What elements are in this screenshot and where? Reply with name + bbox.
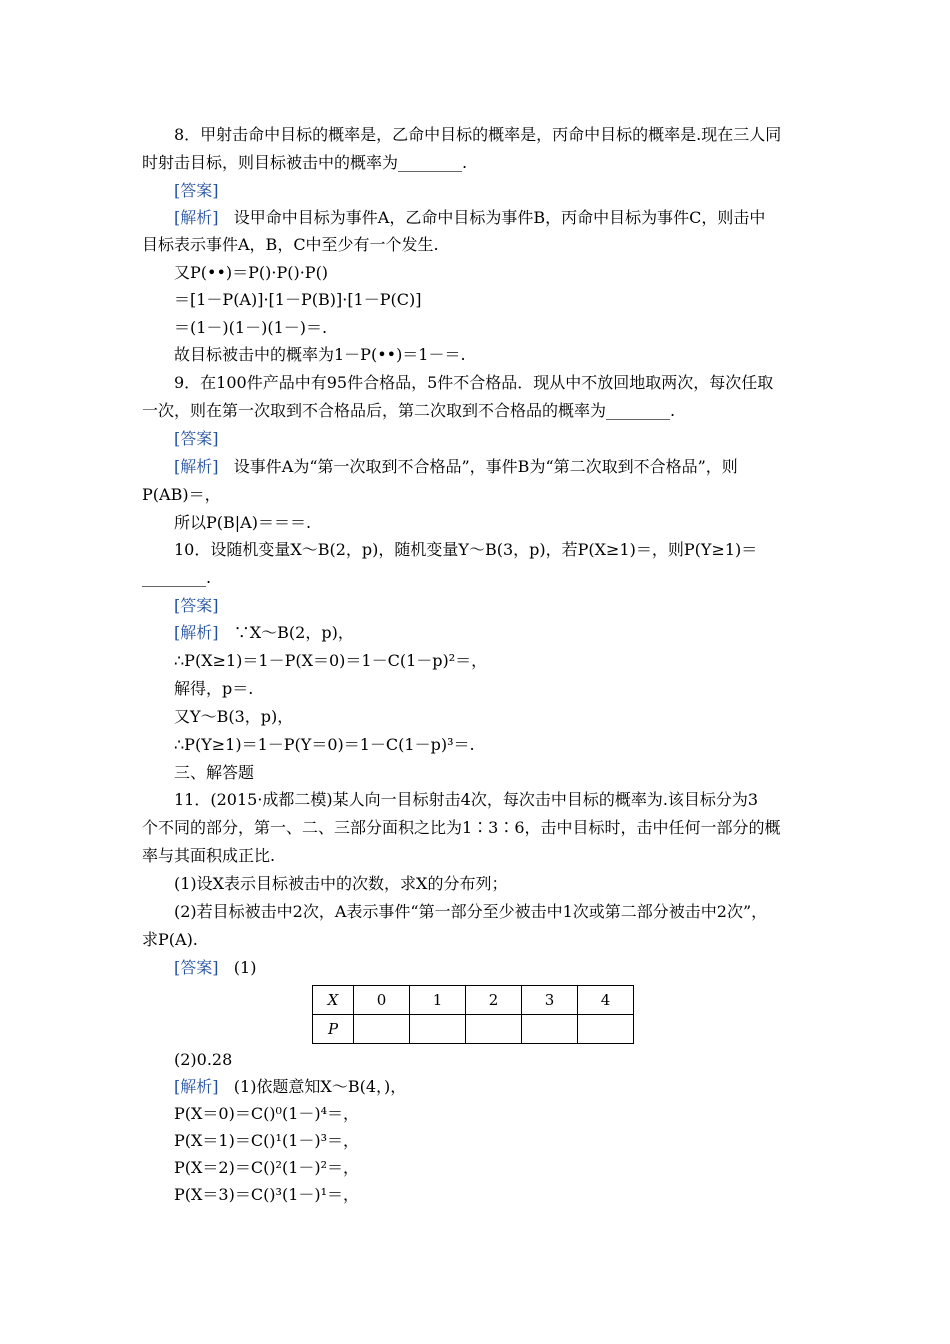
- q9-step-1: 所以P(B|A)＝＝＝.: [174, 513, 312, 532]
- q10-analysis-label: [解析]: [174, 623, 219, 642]
- q11-answer-2: (2)0.28: [174, 1050, 233, 1069]
- table-cell: 3: [522, 986, 578, 1015]
- q11-step-3: P(X＝2)＝C()²(1－)²＝，: [174, 1158, 360, 1177]
- q8-analysis-line-1: [174, 207, 765, 229]
- table-cell: [578, 1015, 634, 1044]
- q11-step-2: P(X＝1)＝C()¹(1－)³＝，: [174, 1131, 360, 1150]
- q10-step-2: 解得，p＝.: [174, 679, 254, 698]
- section-heading: 三、解答题: [174, 763, 255, 782]
- table-cell: X: [313, 986, 354, 1015]
- q10-analysis-text: ∵X～B(2，p)，: [233, 623, 354, 642]
- q8-analysis-text: 设甲命中目标为事件A，乙命中目标为事件B，丙命中目标为事件C，则击中: [233, 208, 766, 227]
- q8-step-4: 故目标被击中的概率为1－P(••)＝1－＝.: [174, 345, 466, 364]
- q9-line-2: 一次，则在第一次取到不合格品后，第二次取到不合格品的概率为________.: [142, 401, 676, 420]
- q11-step-4: P(X＝3)＝C()³(1－)¹＝，: [174, 1185, 360, 1204]
- table-cell: P: [313, 1015, 354, 1044]
- q11-part-2-cont: 求P(A).: [142, 930, 198, 949]
- q11-analysis-text: (1)依题意知X～B(4，)，: [233, 1077, 407, 1096]
- q11-answer-label: [答案]: [174, 958, 219, 977]
- q8-line-1: 8．甲射击命中目标的概率是，乙命中目标的概率是，丙命中目标的概率是.现在三人同: [174, 125, 782, 144]
- q9-analysis-text: 设事件A为“第一次取到不合格品”，事件B为“第二次取到不合格品”，则: [233, 457, 738, 476]
- table-cell: [410, 1015, 466, 1044]
- q11-analysis-line-1: [174, 1076, 406, 1098]
- q9-analysis-line-1: [174, 456, 738, 478]
- q9-line-1: 9．在100件产品中有95件合格品，5件不合格品．现从中不放回地取两次，每次任取: [174, 373, 774, 392]
- q8-step-3: ＝(1－)(1－)(1－)＝.: [174, 318, 328, 337]
- q11-part-2: (2)若目标被击中2次，A表示事件“第一部分至少被击中1次或第二部分被击中2次”，: [174, 902, 768, 921]
- q11-part-1: (1)设X表示目标被击中的次数，求X的分布列；: [174, 874, 508, 893]
- table-cell: 0: [354, 986, 410, 1015]
- q11-analysis-label: [解析]: [174, 1077, 219, 1096]
- q11-answer-part: (1): [233, 958, 257, 977]
- table-row: [313, 1015, 634, 1044]
- q10-line-1: 10．设随机变量X～B(2，p)，随机变量Y～B(3，p)，若P(X≥1)＝，则P(Y≥1)＝: [174, 540, 758, 559]
- q10-answer-label: [答案]: [174, 596, 219, 615]
- q11-line-1: 11．(2015·成都二模)某人向一目标射击4次，每次击中目标的概率为.该目标分为3: [174, 790, 759, 809]
- q8-step-2: ＝[1－P(A)]·[1－P(B)]·[1－P(C)]: [174, 290, 422, 309]
- q9-answer-label: [答案]: [174, 429, 219, 448]
- table-cell: 4: [578, 986, 634, 1015]
- table-cell: [522, 1015, 578, 1044]
- table-header-row: [313, 986, 634, 1015]
- q11-answer-line: [174, 957, 256, 979]
- table-cell: 1: [410, 986, 466, 1015]
- q11-step-1: P(X＝0)＝C()⁰(1－)⁴＝，: [174, 1104, 360, 1123]
- table-cell: [466, 1015, 522, 1044]
- q10-step-1: ∴P(X≥1)＝1－P(X＝0)＝1－C(1－p)²＝，: [174, 651, 488, 670]
- table-cell: [354, 1015, 410, 1044]
- q10-analysis-line-1: [174, 622, 354, 644]
- q11-line-3: 率与其面积成正比.: [142, 846, 276, 865]
- distribution-table: [312, 985, 634, 1044]
- q8-step-1: 又P(••)＝P()·P()·P(): [174, 263, 329, 282]
- q9-analysis-line-2: P(AB)＝，: [142, 485, 221, 504]
- q8-analysis-line-2: 目标表示事件A，B，C中至少有一个发生.: [142, 235, 439, 254]
- q8-answer-label: [答案]: [174, 181, 219, 200]
- q9-analysis-label: [解析]: [174, 457, 219, 476]
- q10-step-3: 又Y～B(3，p)，: [174, 707, 294, 726]
- q10-line-2: ________.: [142, 568, 212, 587]
- q8-analysis-label: [解析]: [174, 208, 219, 227]
- q10-step-4: ∴P(Y≥1)＝1－P(Y＝0)＝1－C(1－p)³＝.: [174, 735, 475, 754]
- q11-line-2: 个不同的部分，第一、二、三部分面积之比为1∶3∶6，击中目标时，击中任何一部分的概: [142, 818, 781, 837]
- q8-line-2: 时射击目标，则目标被击中的概率为________.: [142, 153, 468, 172]
- table-cell: 2: [466, 986, 522, 1015]
